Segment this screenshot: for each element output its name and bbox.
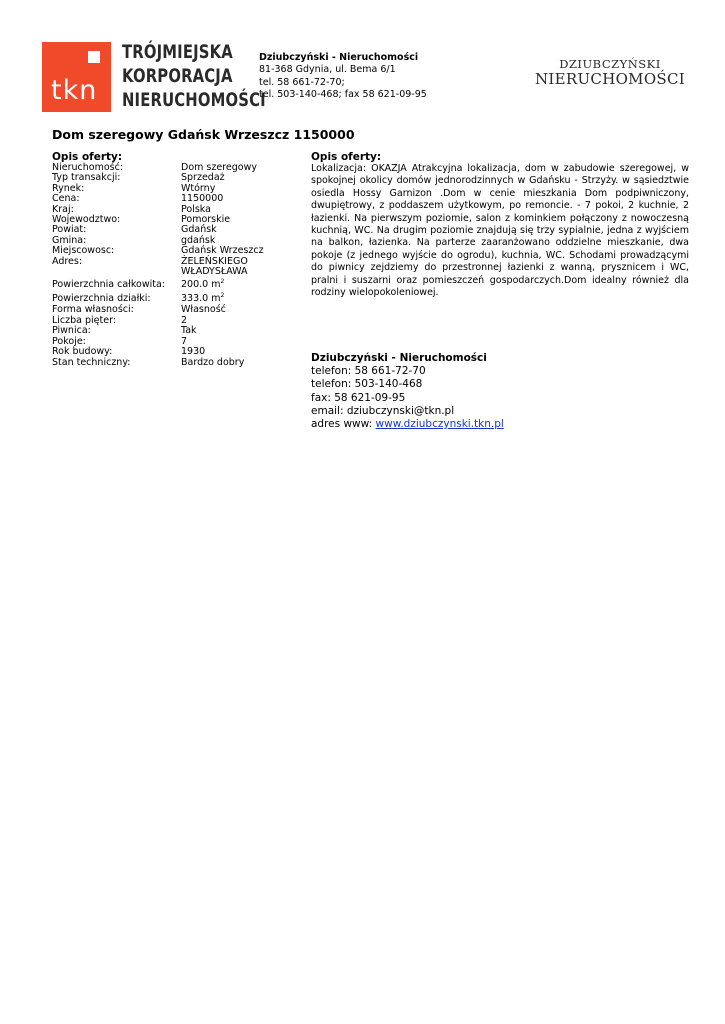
brand-name [122,40,266,112]
detail-value: 7 [181,335,188,347]
detail-value: Sprzedaż [181,172,225,184]
www-label: adres www: [311,418,376,431]
detail-value: Wtórny [181,182,216,194]
agency-name: Dziubczyński - Nieruchomości [259,52,419,63]
details-heading: Opis oferty: [52,151,123,163]
detail-row [52,184,292,194]
www-link[interactable]: www.dziubczynski.tkn.pl [375,418,504,431]
offer-details [52,151,292,368]
detail-row [52,173,292,183]
agency-phone1: tel. 58 661-72-70; [259,76,345,88]
detail-label: Piwnica: [52,325,91,337]
detail-value: gdańsk [181,234,216,246]
detail-label: Rynek: [52,182,85,194]
description-heading: Opis oferty: [311,151,382,163]
detail-row-area-total [52,279,292,291]
detail-label: Nieruchomość: [52,162,124,173]
detail-value: Tak [181,325,197,337]
detail-label: Forma własności: [52,304,134,316]
contact-fax: fax: 58 621-09-95 [311,391,406,404]
offer-title: Dom szeregowy Gdańsk Wrzeszcz 1150000 [52,127,355,142]
brand-line-2: KORPORACJA [122,65,233,87]
contact-name: Dziubczyński - Nieruchomości [311,352,487,364]
detail-label: Kraj: [52,203,74,215]
detail-value: 200.0 $m^2$ [181,278,225,291]
description-text: Lokalizacja: OKAZJA Atrakcyjna lokalizacja, dom w zabudowie szeregowej, w spokojnej okolicy domów jednorodzinnych w Gdańsku - Strzyży. w sąsiedztwie osiedla Hossy Garnizon .Dom w cenie mieszkania Dom podpiwniczony, dwupiętrowy, z poddaszem użytkowym, po remoncie. - 7 pokoi, 2 kuchnie, 2 łazienki. Na pierwszym poziomie, salon z kominkiem połączony z nowoczesną kuchnią, WC. Na drugim poziomie znajdują się trzy sypialnie, jedna z wyjściem na balkon, łazienka. Na parterze zaaranżowano oddzielne mieszkanie, dwa pokoje (z jednego wyjście do ogrodu), kuchnia, WC. Schodami prowadzącymi do piwnicy zejdziemy do przestronnej łazienki z wanną, prysznicem i WC, pralni i suszarni oraz pomieszczeń gospodarczych.Dom idealny również dla rodziny wielopokoleniowej. [311,163,689,299]
brand-right-line1: DZIUBCZYŃSKI [559,57,661,71]
detail-value: Pomorskie [181,214,231,226]
detail-label: Adres: [52,255,83,267]
detail-value: 1930 [181,346,206,358]
detail-row [52,347,292,357]
detail-label: Typ transakcji: [52,172,121,184]
detail-row [52,257,292,278]
detail-row [52,326,292,336]
detail-value: 333.0 $m^2$ [181,292,225,305]
detail-label: Powierzchnia całkowita: [52,279,165,291]
detail-value: Gdańsk Wrzeszcz [181,245,264,257]
detail-value: 1150000 [181,193,224,205]
detail-label: Miejscowosc: [52,245,115,257]
logo-square-icon [88,51,100,63]
detail-row [52,358,292,368]
offer-description [311,151,689,299]
agency-phone2: tel. 503-140-468; fax 58 621-09-95 [259,88,427,100]
detail-value: Własność [181,304,226,316]
detail-row [52,225,292,235]
detail-label: Cena: [52,193,80,205]
brand-line-1: TRÓJMIEJSKA [122,41,233,63]
logo-mark-text: tkn [51,75,98,106]
detail-label: Powierzchnia działki: [52,293,151,305]
detail-label: Liczba pięter: [52,314,117,326]
detail-value: Gdańsk [181,224,217,236]
detail-label: Wojewodztwo: [52,214,121,226]
detail-label: Stan techniczny: [52,356,131,368]
tkn-logo [42,42,111,112]
brand-right-line2: NIERUCHOMOŚCI [534,70,686,88]
dziubczynski-logo [520,58,700,88]
detail-row [52,194,292,204]
detail-value: Dom szeregowy [181,162,257,173]
contact-phone2: telefon: 503-140-468 [311,378,423,391]
brand-line-3: NIERUCHOMOŚCI [122,89,266,111]
contact-www [311,418,504,431]
detail-label: Pokoje: [52,335,86,347]
agency-address: 81-368 Gdynia, ul. Bema 6/1 [259,64,396,76]
detail-value: Polska [181,203,211,215]
detail-value: 2 [181,314,188,326]
contact-block [311,352,504,431]
detail-value: ŻELEŃSKIEGO WŁADYSŁAWA [181,255,248,278]
detail-row [52,215,292,225]
detail-label: Rok budowy: [52,346,113,358]
detail-label: Gmina: [52,234,87,246]
contact-email: email: dziubczynski@tkn.pl [311,404,455,417]
detail-row [52,246,292,256]
agency-header [259,52,427,101]
detail-value: Bardzo dobry [181,356,245,368]
detail-label: Powiat: [52,224,87,236]
contact-phone1: telefon: 58 661-72-70 [311,365,426,378]
